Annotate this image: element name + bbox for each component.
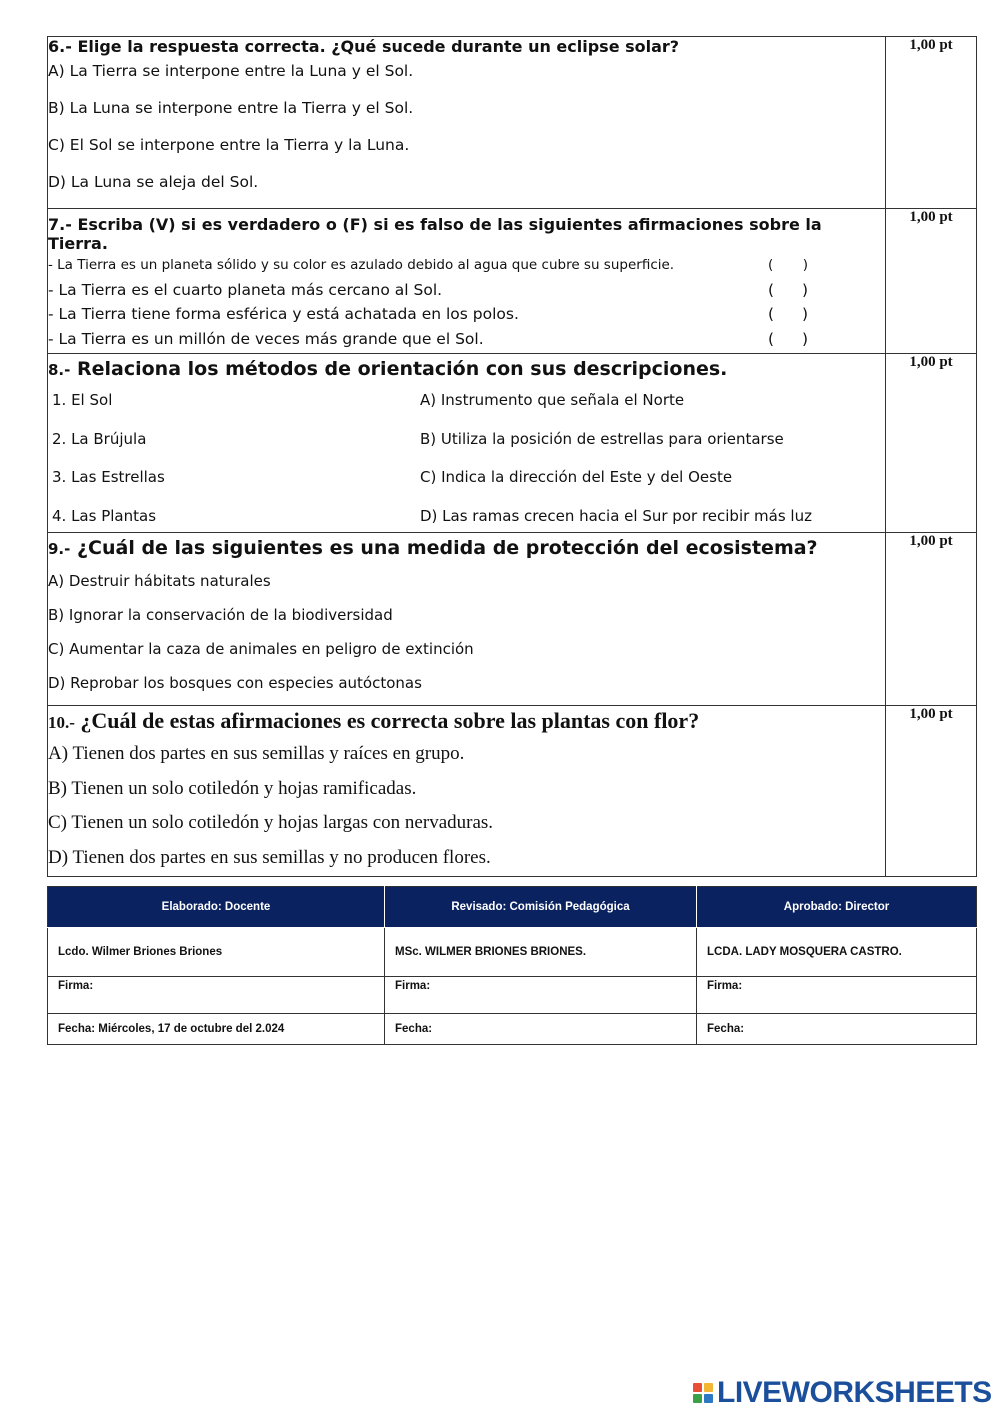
q9-option-b[interactable]: B) Ignorar la conservación de la biodiversidad <box>48 606 393 624</box>
q10-option-a[interactable]: A) Tienen dos partes en sus semillas y raíces en grupo. <box>48 743 465 764</box>
question-10-number: 10.- <box>48 713 75 732</box>
signature-header-row <box>48 887 977 928</box>
q7-statement-2 <box>48 278 885 303</box>
q8-pair-4 <box>48 506 885 528</box>
name-elaborado: Lcdo. Wilmer Briones Briones <box>48 928 385 977</box>
question-9-text: ¿Cuál de las siguientes es una medida de protección del ecosistema? <box>77 537 818 559</box>
q6-option-c[interactable]: C) El Sol se interpone entre la Tierra y la Luna. <box>48 136 410 154</box>
q7-statement-3 <box>48 302 885 327</box>
question-9 <box>48 533 886 706</box>
question-8-text: Relaciona los métodos de orientación con sus descripciones. <box>77 358 728 380</box>
question-10-title <box>48 708 885 734</box>
question-6-text: Elige la respuesta correcta. ¿Qué sucede durante un eclipse solar? <box>77 37 680 56</box>
q7-answer-2[interactable] <box>768 278 808 303</box>
firma-aprobado[interactable]: Firma: <box>697 977 977 1014</box>
q8-description-a[interactable]: A) Instrumento que señala el Norte <box>420 391 685 409</box>
question-9-title <box>48 537 885 559</box>
question-8-row <box>48 354 977 533</box>
question-7-points: 1,00 pt <box>886 209 977 354</box>
q10-option-d[interactable]: D) Tienen dos partes en sus semillas y no producen flores. <box>48 847 491 869</box>
question-8-title <box>48 358 885 380</box>
q8-pair-1 <box>48 390 885 429</box>
signature-fecha-row <box>48 1014 977 1045</box>
firma-elaborado[interactable]: Firma: <box>48 977 385 1014</box>
q10-option-b[interactable]: B) Tienen un solo cotiledón y hojas ramificadas. <box>48 777 417 799</box>
question-9-number: 9.- <box>48 540 71 558</box>
fecha-revisado[interactable]: Fecha: <box>385 1014 697 1045</box>
question-10-row <box>48 706 977 877</box>
q7-statement-3-text: - La Tierra tiene forma esférica y está achatada en los polos. <box>48 305 519 323</box>
question-9-row <box>48 533 977 706</box>
q8-description-b[interactable]: B) Utiliza la posición de estrellas para orientarse <box>420 429 784 448</box>
q7-statement-4-text: - La Tierra es un millón de veces más grande que el Sol. <box>48 329 484 348</box>
q8-item-1[interactable]: 1. El Sol <box>52 391 113 409</box>
q8-description-d[interactable]: D) Las ramas crecen hacia el Sur por recibir más luz <box>420 506 812 525</box>
question-7 <box>48 209 886 354</box>
signature-firma-row <box>48 977 977 1014</box>
liveworksheets-logo[interactable] <box>693 1376 992 1410</box>
q8-pair-3 <box>48 467 885 506</box>
q8-item-2[interactable]: 2. La Brújula <box>52 429 147 448</box>
q8-item-4[interactable]: 4. Las Plantas <box>52 506 157 525</box>
header-elaborado: Elaborado: Docente <box>48 887 385 928</box>
q7-statement-1-text: - La Tierra es un planeta sólido y su color es azulado debido al agua que cubre su superficie. <box>48 257 675 273</box>
q7-answer-3-open: ( <box>768 305 775 323</box>
question-8-number: 8.- <box>48 361 71 379</box>
q7-answer-4-open: ( <box>768 329 775 348</box>
question-7-text: Escriba (V) si es verdadero o (F) si es falso de las siguientes afirmaciones sobre la Tierra. <box>48 215 822 253</box>
logo-square-1 <box>693 1383 702 1392</box>
q7-answer-2-close: ) <box>801 280 808 299</box>
signature-table <box>47 886 977 1045</box>
q9-option-c[interactable]: C) Aumentar la caza de animales en peligro de extinción <box>48 640 474 658</box>
fecha-aprobado[interactable]: Fecha: <box>697 1014 977 1045</box>
q6-option-d[interactable]: D) La Luna se aleja del Sol. <box>48 173 259 191</box>
liveworksheets-logo-text: LIVEWORKSHEETS <box>717 1376 992 1409</box>
logo-square-4 <box>704 1394 713 1403</box>
firma-revisado[interactable]: Firma: <box>385 977 697 1014</box>
q7-answer-1-open: ( <box>768 257 774 273</box>
question-10-points: 1,00 pt <box>886 706 977 877</box>
q7-statement-4 <box>48 327 885 352</box>
q7-answer-1[interactable] <box>768 253 808 278</box>
logo-square-3 <box>693 1394 702 1403</box>
fecha-elaborado: Fecha: Miércoles, 17 de octubre del 2.024 <box>48 1014 385 1045</box>
question-8 <box>48 354 886 533</box>
q7-answer-3-close: ) <box>801 305 808 323</box>
logo-square-2 <box>704 1383 713 1392</box>
question-6-number: 6.- <box>48 37 72 56</box>
q8-pair-2 <box>48 429 885 468</box>
q10-option-c[interactable]: C) Tienen un solo cotiledón y hojas largas con nervaduras. <box>48 812 494 834</box>
question-10-text: ¿Cuál de estas afirmaciones es correcta sobre las plantas con flor? <box>80 708 700 733</box>
question-6 <box>48 37 886 209</box>
question-8-points: 1,00 pt <box>886 354 977 533</box>
question-7-row <box>48 209 977 354</box>
exam-table <box>47 36 977 877</box>
q7-answer-1-close: ) <box>802 257 808 273</box>
q7-statement-1 <box>48 253 885 278</box>
question-9-points: 1,00 pt <box>886 533 977 706</box>
liveworksheets-logo-icon <box>693 1383 713 1403</box>
question-6-row <box>48 37 977 209</box>
header-aprobado: Aprobado: Director <box>697 887 977 928</box>
q7-answer-4-close: ) <box>801 329 808 348</box>
name-aprobado: LCDA. LADY MOSQUERA CASTRO. <box>697 928 977 977</box>
q6-option-a[interactable]: A) La Tierra se interpone entre la Luna y el Sol. <box>48 62 414 80</box>
q8-item-3[interactable]: 3. Las Estrellas <box>52 468 165 486</box>
header-revisado: Revisado: Comisión Pedagógica <box>385 887 697 928</box>
signature-names-row <box>48 928 977 977</box>
q6-option-b[interactable]: B) La Luna se interpone entre la Tierra y el Sol. <box>48 99 414 117</box>
q9-option-d[interactable]: D) Reprobar los bosques con especies autóctonas <box>48 674 422 692</box>
question-6-title <box>48 37 885 56</box>
q7-answer-3[interactable] <box>768 302 808 327</box>
q8-description-c[interactable]: C) Indica la dirección del Este y del Oeste <box>420 468 733 486</box>
question-7-number: 7.- <box>48 215 72 234</box>
q7-statement-2-text: - La Tierra es el cuarto planeta más cercano al Sol. <box>48 280 443 299</box>
question-6-points: 1,00 pt <box>886 37 977 209</box>
q9-option-a[interactable]: A) Destruir hábitats naturales <box>48 572 271 590</box>
name-revisado: MSc. WILMER BRIONES BRIONES. <box>385 928 697 977</box>
q7-answer-2-open: ( <box>768 280 775 299</box>
q7-answer-4[interactable] <box>768 327 808 352</box>
question-10 <box>48 706 886 877</box>
question-7-title <box>48 215 885 253</box>
